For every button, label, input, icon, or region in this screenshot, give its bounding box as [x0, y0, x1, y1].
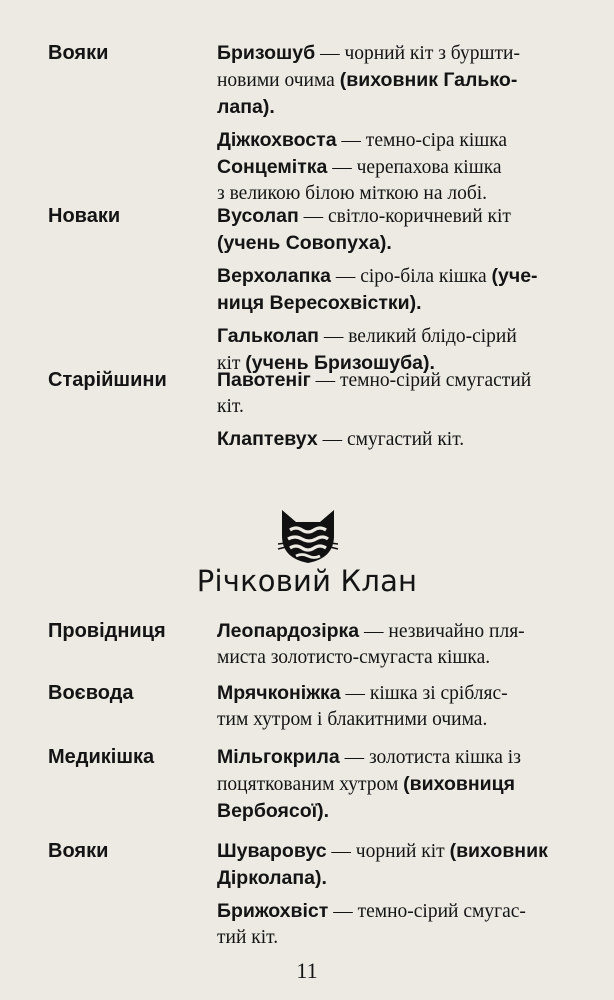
entries: [217, 838, 562, 957]
entries: [217, 680, 562, 739]
cat-entry: Леопардозірка — незвичайно пля- миста золотисто-смугаста кішка.: [217, 620, 525, 668]
cat-entry: Мільгокрила — золотиста кішка із поцятковaним хутром (виховниця Вербоясої).: [217, 746, 521, 822]
entries: [217, 744, 562, 831]
role-label: Старійшини: [48, 369, 167, 391]
cat-entry: Клаптевух — смугастий кіт.: [217, 428, 465, 450]
cat-entry: Шуваровус — чорний кіт (виховник Дірколапа).: [217, 840, 548, 889]
role-label: Медикішка: [48, 746, 155, 768]
role-label: Вояки: [48, 840, 109, 862]
clan-title: Річковий Клан: [196, 564, 418, 598]
role-label: Воєвода: [48, 682, 134, 704]
role-label: Провідниця: [48, 620, 166, 642]
river-clan-cat-icon: [276, 508, 340, 564]
cat-entry: Сонцемітка — черепахова кішка з великою білою міткою на лобі.: [217, 156, 502, 204]
cat-entry: Верхолапка — сіро-біла кішка (уче- ниця Вересохвістки).: [217, 265, 538, 314]
entries: [217, 203, 562, 383]
cat-entry: Павотеніг — темно-сірий смугастий кіт.: [217, 369, 532, 417]
page-number: 11: [296, 958, 318, 983]
entries: [217, 618, 562, 677]
role-label: Новаки: [48, 205, 121, 227]
entries: [217, 367, 562, 459]
cat-entry: Брижохвіст — темно-сірий смугас- тий кіт.: [217, 900, 526, 948]
entries: [217, 40, 562, 213]
cat-entry: Діжкохвоста — темно-сіра кішка: [217, 129, 508, 151]
cat-entry: Мрячконіжка — кішка зі срібляс- тим хутром і блакитними очима.: [217, 682, 508, 730]
cat-entry: Гальколап — великий блідо-сірий кіт (учень Бризошуба).: [217, 325, 517, 374]
role-label: Вояки: [48, 42, 109, 64]
cat-entry: Бризошуб — чорний кіт з буршти- новими очима (виховник Галько- лапа).: [217, 42, 520, 118]
cat-entry: Вусолап — світло-коричневий кіт (учень Совопуха).: [217, 205, 511, 254]
